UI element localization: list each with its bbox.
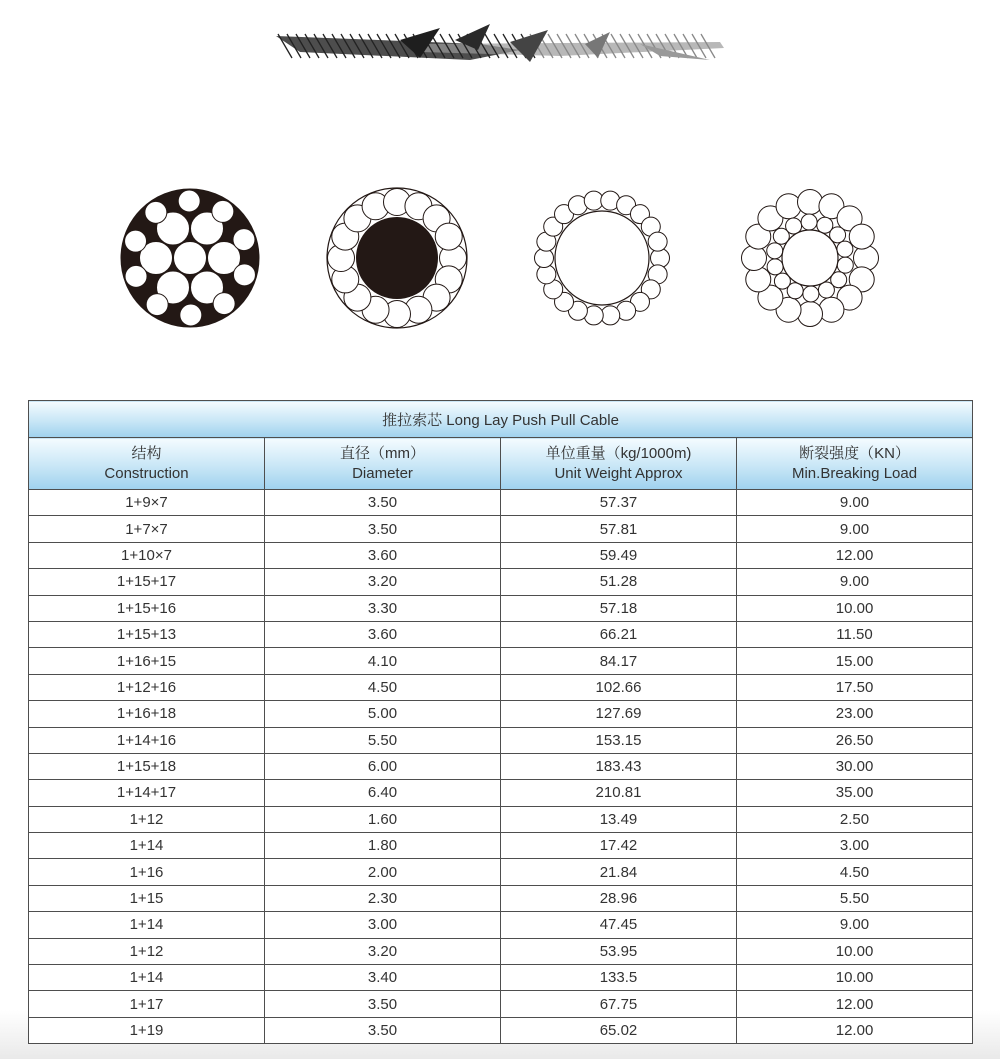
unit-weight-cell: 59.49	[501, 542, 737, 568]
cross-section-double-ring	[742, 190, 879, 327]
diameter-cell: 2.00	[265, 859, 501, 885]
diameter-cell: 5.00	[265, 701, 501, 727]
construction-cell: 1+14	[29, 912, 265, 938]
diameter-cell: 4.50	[265, 674, 501, 700]
unit-weight-cell: 57.37	[501, 490, 737, 516]
table-row	[29, 859, 973, 885]
diameter-cell: 3.00	[265, 912, 501, 938]
diameter-cell: 6.00	[265, 753, 501, 779]
breaking-load-cell: 15.00	[737, 648, 973, 674]
unit-weight-cell: 57.81	[501, 516, 737, 542]
breaking-load-cell: 10.00	[737, 595, 973, 621]
unit-weight-cell: 183.43	[501, 753, 737, 779]
header-diameter	[265, 438, 501, 490]
construction-cell: 1+16+18	[29, 701, 265, 727]
unit-weight-cell: 102.66	[501, 674, 737, 700]
header-unit-weight-zh: 单位重量（kg/1000m)	[545, 444, 692, 462]
breaking-load-cell: 9.00	[737, 490, 973, 516]
breaking-load-cell: 3.00	[737, 833, 973, 859]
unit-weight-cell: 21.84	[501, 859, 737, 885]
construction-cell: 1+14+16	[29, 727, 265, 753]
unit-weight-cell: 66.21	[501, 621, 737, 647]
header-construction	[29, 438, 265, 490]
diameter-cell: 3.60	[265, 621, 501, 647]
table-row	[29, 727, 973, 753]
construction-cell: 1+9×7	[29, 490, 265, 516]
breaking-load-cell: 30.00	[737, 753, 973, 779]
diameter-cell: 3.20	[265, 938, 501, 964]
table-row	[29, 648, 973, 674]
table-row	[29, 780, 973, 806]
unit-weight-cell: 210.81	[501, 780, 737, 806]
diameter-cell: 5.50	[265, 727, 501, 753]
header-construction-en: Construction	[104, 464, 189, 482]
breaking-load-cell: 17.50	[737, 674, 973, 700]
breaking-load-cell: 12.00	[737, 542, 973, 568]
breaking-load-cell: 9.00	[737, 516, 973, 542]
diameter-cell: 3.50	[265, 991, 501, 1017]
unit-weight-cell: 133.5	[501, 965, 737, 991]
table-row	[29, 833, 973, 859]
breaking-load-cell: 9.00	[737, 569, 973, 595]
diameter-cell: 1.60	[265, 806, 501, 832]
breaking-load-cell: 2.50	[737, 806, 973, 832]
table-row	[29, 938, 973, 964]
unit-weight-cell: 28.96	[501, 885, 737, 911]
breaking-load-cell: 12.00	[737, 991, 973, 1017]
unit-weight-cell: 127.69	[501, 701, 737, 727]
diameter-cell: 3.60	[265, 542, 501, 568]
diameter-cell: 3.30	[265, 595, 501, 621]
construction-cell: 1+19	[29, 1017, 265, 1043]
construction-cell: 1+14	[29, 965, 265, 991]
header-breaking-load-zh: 断裂强度（KN）	[799, 444, 910, 462]
unit-weight-cell: 57.18	[501, 595, 737, 621]
breaking-load-cell: 5.50	[737, 885, 973, 911]
cross-section-solid-core	[327, 188, 467, 328]
breaking-load-cell: 10.00	[737, 938, 973, 964]
table-row	[29, 806, 973, 832]
table-row	[29, 595, 973, 621]
table-row	[29, 965, 973, 991]
breaking-load-cell: 35.00	[737, 780, 973, 806]
breaking-load-cell: 23.00	[737, 701, 973, 727]
diameter-cell: 3.50	[265, 1017, 501, 1043]
construction-cell: 1+12	[29, 938, 265, 964]
diameter-cell: 3.50	[265, 490, 501, 516]
construction-cell: 1+16+15	[29, 648, 265, 674]
breaking-load-cell: 4.50	[737, 859, 973, 885]
unit-weight-cell: 47.45	[501, 912, 737, 938]
spec-table-body	[29, 490, 973, 1044]
diameter-cell: 1.80	[265, 833, 501, 859]
cross-section-hollow-ring	[535, 191, 670, 325]
unit-weight-cell: 153.15	[501, 727, 737, 753]
table-row	[29, 516, 973, 542]
construction-cell: 1+15+17	[29, 569, 265, 595]
construction-cell: 1+15+18	[29, 753, 265, 779]
unit-weight-cell: 13.49	[501, 806, 737, 832]
construction-cell: 1+14	[29, 833, 265, 859]
cable-illustrations	[0, 0, 1000, 380]
diameter-cell: 2.30	[265, 885, 501, 911]
diameter-cell: 3.50	[265, 516, 501, 542]
unit-weight-cell: 53.95	[501, 938, 737, 964]
unit-weight-cell: 51.28	[501, 569, 737, 595]
construction-cell: 1+12+16	[29, 674, 265, 700]
table-title: 推拉索芯 Long Lay Push Pull Cable	[29, 401, 973, 438]
table-row	[29, 753, 973, 779]
table-row	[29, 885, 973, 911]
construction-cell: 1+7×7	[29, 516, 265, 542]
header-breaking-load-en: Min.Breaking Load	[791, 464, 918, 482]
table-row	[29, 621, 973, 647]
table-row	[29, 674, 973, 700]
construction-cell: 1+10×7	[29, 542, 265, 568]
header-diameter-zh: 直径（mm）	[340, 444, 425, 462]
table-row	[29, 701, 973, 727]
header-diameter-en: Diameter	[352, 464, 413, 482]
breaking-load-cell: 12.00	[737, 1017, 973, 1043]
unit-weight-cell: 67.75	[501, 991, 737, 1017]
construction-cell: 1+15+16	[29, 595, 265, 621]
table-row	[29, 569, 973, 595]
spec-table	[28, 400, 973, 1044]
diameter-cell: 3.40	[265, 965, 501, 991]
table-row	[29, 1017, 973, 1043]
construction-cell: 1+14+17	[29, 780, 265, 806]
table-row	[29, 490, 973, 516]
cross-section-1x19-compact	[121, 189, 259, 327]
breaking-load-cell: 10.00	[737, 965, 973, 991]
header-unit-weight-en: Unit Weight Approx	[554, 464, 683, 482]
construction-cell: 1+17	[29, 991, 265, 1017]
cable-strand-illustration	[276, 24, 724, 62]
unit-weight-cell: 17.42	[501, 833, 737, 859]
unit-weight-cell: 65.02	[501, 1017, 737, 1043]
header-unit-weight	[501, 438, 737, 490]
construction-cell: 1+12	[29, 806, 265, 832]
breaking-load-cell: 11.50	[737, 621, 973, 647]
diameter-cell: 3.20	[265, 569, 501, 595]
construction-cell: 1+15+13	[29, 621, 265, 647]
header-breaking-load	[737, 438, 973, 490]
construction-cell: 1+16	[29, 859, 265, 885]
table-row	[29, 991, 973, 1017]
breaking-load-cell: 26.50	[737, 727, 973, 753]
header-construction-zh: 结构	[131, 444, 162, 462]
diameter-cell: 4.10	[265, 648, 501, 674]
construction-cell: 1+15	[29, 885, 265, 911]
unit-weight-cell: 84.17	[501, 648, 737, 674]
breaking-load-cell: 9.00	[737, 912, 973, 938]
diameter-cell: 6.40	[265, 780, 501, 806]
table-row	[29, 912, 973, 938]
table-row	[29, 542, 973, 568]
